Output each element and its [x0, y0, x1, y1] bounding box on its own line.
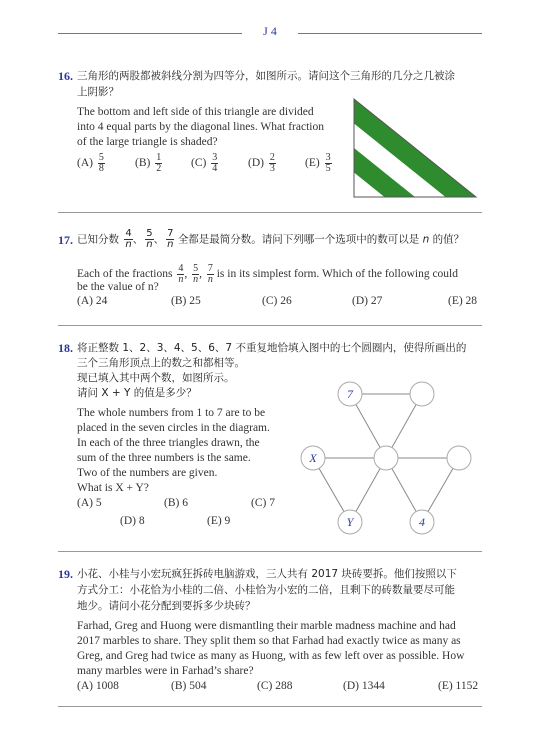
q19-cn-line3: 地少。请问小花分配到要拆多少块砖？	[77, 600, 256, 612]
q18-option-a[interactable]: (A) 5	[77, 497, 102, 509]
q17-option-b[interactable]: (B) 25	[171, 295, 201, 307]
divider-16-17	[58, 212, 482, 213]
q19-en-line2: 2017 marbles to share. They split them so that Farhad had exactly twice as many as	[77, 635, 461, 647]
q17-cn-line: 已知分数 $\frac{4}{n}$、 $\frac{5}{n}$、 $\frac{7}{n}$ 全都是最简分数。请问下列哪一个选项中的数可以是 n 的值？	[77, 228, 465, 250]
label-y: Y	[346, 515, 354, 529]
q19-number: 19.	[58, 567, 73, 581]
page-label: J 4	[263, 24, 277, 38]
divider-18-19	[58, 551, 482, 552]
q17-option-c[interactable]: (C) 26	[262, 295, 292, 307]
q18-option-d[interactable]: (D) 8	[120, 515, 145, 527]
q17-en-line1: Each of the fractions $\frac{4}{n}$, $\frac{5}{n}$, $\frac{7}{n}$ is in its simplest form. Which of the following could	[77, 263, 458, 285]
q19-en-line4: many marbles were in Farhad’s share?	[77, 665, 254, 677]
q19-option-a[interactable]: (A) 1008	[77, 680, 119, 692]
q16-option-b[interactable]: (B) $\frac{1}{2}$	[135, 152, 162, 174]
q19-en-line1: Farhad, Greg and Huong were dismantling their marble madness machine and had	[77, 620, 456, 632]
q17-number: 17.	[58, 233, 73, 247]
q16-en-line2: into 4 equal parts by the diagonal lines. What fraction	[77, 121, 324, 133]
label-7: 7	[347, 387, 353, 401]
circle-center	[374, 446, 398, 470]
q16-option-c[interactable]: (C) $\frac{3}{4}$	[191, 152, 218, 174]
q16-option-d[interactable]: (D) $\frac{2}{3}$	[248, 152, 275, 174]
q18-cn-line2: 三个三角形顶点上的数之和都相等。	[77, 357, 245, 369]
q17-option-a[interactable]: (A) 24	[77, 295, 108, 307]
q18-option-e[interactable]: (E) 9	[207, 515, 231, 527]
q17-option-e[interactable]: (E) 28	[448, 295, 478, 307]
q16-cn-line2: 上阴影？	[77, 86, 119, 98]
q17-option-d[interactable]: (D) 27	[352, 295, 383, 307]
q18-en-line3: In each of the three triangles drawn, the	[77, 437, 260, 449]
q18-circles-diagram	[290, 370, 490, 545]
q19-option-b[interactable]: (B) 504	[171, 680, 207, 692]
q18-number: 18.	[58, 341, 73, 355]
q18-cn-line3: 现已填入其中两个数，如图所示。	[77, 372, 235, 384]
q18-option-c[interactable]: (C) 7	[251, 497, 275, 509]
q18-cn-line4: 请问 X + Y 的值是多少？	[77, 387, 197, 399]
q16-en-line3: of the large triangle is shaded?	[77, 136, 218, 148]
q16-cn-line1: 三角形的两股都被斜线分割为四等分，如图所示。请问这个三角形的几分之几被涂	[77, 70, 455, 82]
q18-en-line1: The whole numbers from 1 to 7 are to be	[77, 407, 266, 419]
q16-triangle-diagram	[350, 95, 480, 201]
q16-en-line1: The bottom and left side of this triangle are divided	[77, 106, 314, 118]
q19-cn-line1: 小花、小桂与小宏玩疯狂拆砖电脑游戏，三人共有 2017 块砖要拆。他们按照以下	[77, 568, 457, 580]
circle-top-right	[410, 382, 434, 406]
header-rule-right	[298, 33, 482, 34]
q18-en-line2: placed in the seven circles in the diagram.	[77, 422, 270, 434]
q18-cn-line1: 将正整数 1、2、3、4、5、6、7 不重复地恰填入图中的七个圆圈内，使得所画出的	[77, 342, 467, 354]
q18-en-line5: Two of the numbers are given.	[77, 467, 218, 479]
q16-number: 16.	[58, 69, 73, 83]
q19-cn-line2: 方式分工：小花恰为小桂的二倍、小桂恰为小宏的二倍，且剩下的砖数量要尽可能	[77, 584, 455, 596]
label-x: X	[309, 451, 317, 465]
label-4: 4	[419, 515, 425, 529]
q16-option-a[interactable]: (A) $\frac{5}{8}$	[77, 152, 104, 174]
q16-option-e[interactable]: (E) $\frac{3}{5}$	[305, 152, 331, 174]
q19-option-c[interactable]: (C) 288	[257, 680, 293, 692]
q17-en-line2: be the value of n?	[77, 281, 159, 293]
q19-en-line3: Greg, and Greg had twice as many as Huong, with as few left over as possible. How	[77, 650, 465, 662]
q18-en-line4: sum of the three numbers is the same.	[77, 452, 251, 464]
circle-mid-right	[447, 446, 471, 470]
q19-option-d[interactable]: (D) 1344	[343, 680, 385, 692]
q19-option-e[interactable]: (E) 1152	[438, 680, 479, 692]
footer-rule	[58, 706, 482, 707]
divider-17-18	[58, 325, 482, 326]
q18-option-b[interactable]: (B) 6	[164, 497, 188, 509]
q18-en-line6: What is X + Y?	[77, 482, 149, 494]
